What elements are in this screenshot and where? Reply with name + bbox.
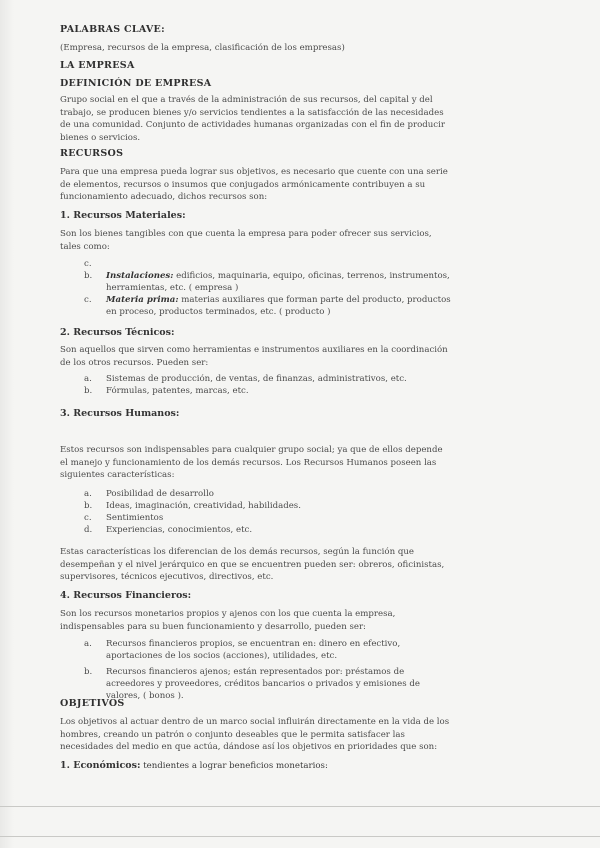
financieros-heading: 4. Recursos Financieros:	[60, 590, 192, 601]
list-item: c.	[84, 259, 92, 269]
financieros-list	[84, 638, 452, 702]
list-item: b. Recursos financieros ajenos; están representados por: préstamos de acreedores y proveedores, créditos bancarios o privados y emisiones de valores, ( bonos ).	[84, 667, 420, 701]
palabras-clave-heading: PALABRAS CLAVE:	[60, 24, 165, 35]
humanos-text: Estos recursos son indispensables para cualquier grupo social; ya que de ellos depende el manejo y funcionamiento de los demás recursos. Los Recursos Humanos poseen las siguientes características:	[60, 445, 443, 480]
materiales-list	[84, 258, 452, 318]
list-item: b. Fórmulas, patentes, marcas, etc.	[84, 386, 249, 396]
objetivos-sub	[60, 760, 452, 773]
list-item: a. Sistemas de producción, de ventas, de finanzas, administrativos, etc.	[84, 374, 407, 384]
materiales-text: Son los bienes tangibles con que cuenta la empresa para poder ofrecer sus servicios, tales como:	[60, 229, 432, 252]
palabras-clave-text: (Empresa, recursos de la empresa, clasificación de los empresas)	[60, 43, 345, 53]
economicos-text: tendientes a lograr beneficios monetarios:	[143, 761, 328, 771]
financieros-text: Son los recursos monetarios propios y ajenos con los que cuenta la empresa, indispensables para su buen funcionamiento y desarrollo, pueden ser:	[60, 609, 396, 632]
list-item: c. Materia prima: materias auxiliares que forman parte del producto, productos en proceso, productos terminados, etc. ( producto )	[84, 295, 451, 317]
tecnicos-list	[84, 373, 452, 397]
materiales-heading: 1. Recursos Materiales:	[60, 210, 186, 221]
list-item: d. Experiencias, conocimientos, etc.	[84, 525, 253, 535]
scan-edge-line	[0, 806, 600, 807]
humanos-list	[84, 488, 452, 536]
economicos-label: 1. Económicos:	[60, 760, 141, 771]
humanos-text-2: Estas características los diferencian de los demás recursos, según la función que desempeñan y el nivel jerárquico en que se encuentren pueden ser: obreros, oficinistas, supervisores, técnicos ejecutivos, directivos, etc.	[60, 547, 445, 582]
tecnicos-text: Son aquellos que sirven como herramientas e instrumentos auxiliares en la coordinación de los otros recursos. Pueden ser:	[60, 345, 448, 368]
recursos-text: Para que una empresa pueda lograr sus objetivos, es necesario que cuente con una serie de elementos, recursos o insumos que conjugados armónicamente contribuyen a su funcionamiento adecuado, dichos recursos son:	[60, 167, 448, 202]
definicion-heading: DEFINICIÓN DE EMPRESA	[60, 78, 212, 89]
objetivos-heading: OBJETIVOS	[60, 698, 125, 709]
scan-edge-line	[0, 836, 600, 837]
la-empresa-heading: LA EMPRESA	[60, 60, 135, 71]
list-item: b. Ideas, imaginación, creatividad, habilidades.	[84, 501, 301, 511]
definicion-text: Grupo social en el que a través de la administración de sus recursos, del capital y del trabajo, se producen bienes y/o servicios tendientes a la satisfacción de las necesidades de una comunidad. Conjunto de actividades humanas organizadas con el fin de producir bienes o servicios.	[60, 95, 445, 143]
humanos-heading: 3. Recursos Humanos:	[60, 408, 180, 419]
list-item: c. Sentimientos	[84, 513, 164, 523]
list-item: b. Instalaciones: edificios, maquinaria, equipo, oficinas, terrenos, instrumentos, herramientas, etc. ( empresa )	[84, 271, 450, 293]
recursos-heading: RECURSOS	[60, 148, 124, 159]
list-item: a. Recursos financieros propios, se encuentran en: dinero en efectivo, aportaciones de los socios (acciones), utilidades, etc.	[84, 639, 401, 661]
objetivos-text: Los objetivos al actuar dentro de un marco social influirán directamente en la vida de los hombres, creando un patrón o conjunto deseables que le permita satisfacer las necesidades del medio en que actúa, dándose así los objetivos en prioridades que son:	[60, 717, 450, 752]
list-item: a. Posibilidad de desarrollo	[84, 489, 214, 499]
tecnicos-heading: 2. Recursos Técnicos:	[60, 327, 175, 338]
